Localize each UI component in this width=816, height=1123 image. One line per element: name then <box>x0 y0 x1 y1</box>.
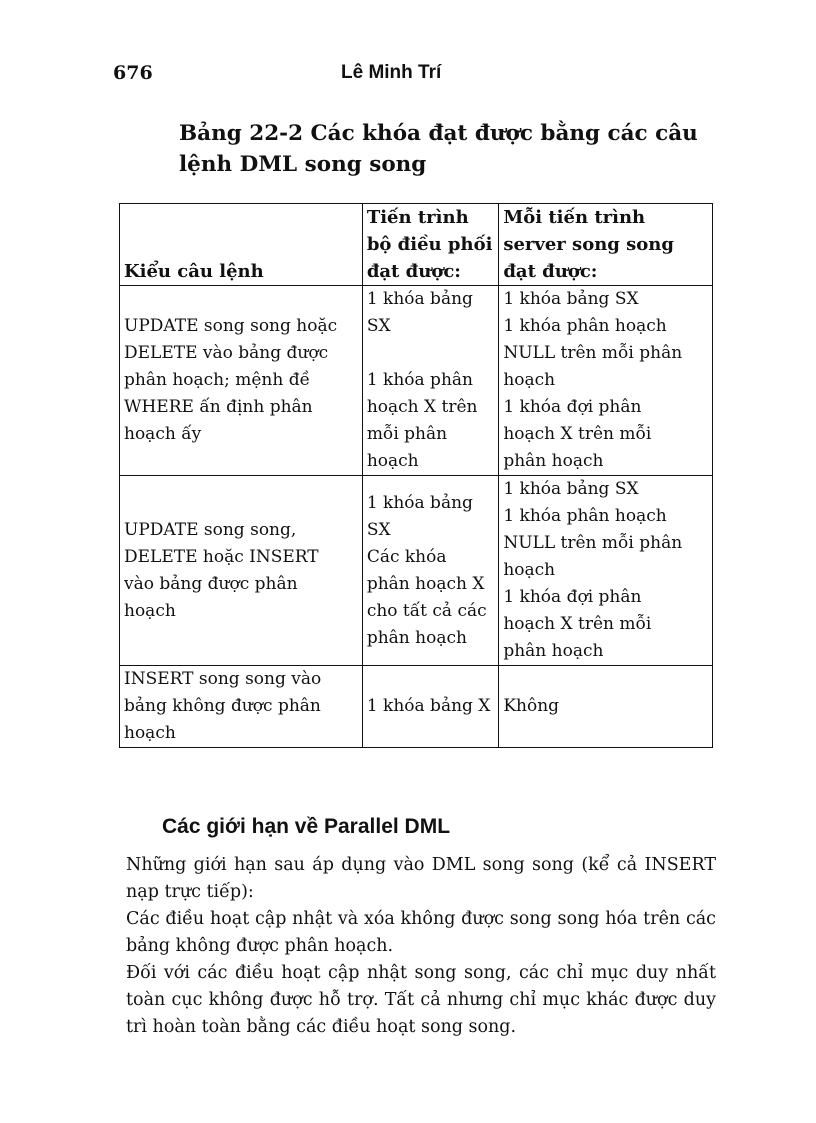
page-number: 676 <box>113 62 153 84</box>
table-row <box>120 476 713 666</box>
cell-line: SX <box>366 519 391 540</box>
cell-parallel-server <box>499 286 713 476</box>
cell-line: INSERT song song vào <box>124 669 322 689</box>
cell-line: hoạch X trên <box>366 397 478 417</box>
table-header-row <box>120 204 713 286</box>
cell-parallel-server <box>499 666 713 748</box>
cell-line: phân hoạch <box>366 627 467 648</box>
table-row <box>120 666 713 748</box>
caption-line: Bảng 22-2 Các khóa đạt được bằng các câu <box>179 121 698 146</box>
cell-line: 1 khóa đợi phân <box>503 397 642 417</box>
header-text: server song song <box>503 234 674 255</box>
header-text: đạt được: <box>503 261 598 282</box>
cell-line: WHERE ấn định phân <box>124 397 313 417</box>
cell-parallel-server <box>499 476 713 666</box>
paragraph: Những giới hạn sau áp dụng vào DML song song (kể cả INSERT nạp trực tiếp): <box>126 855 716 902</box>
cell-line: Các khóa <box>366 546 447 567</box>
cell-line: Không <box>503 696 560 716</box>
cell-line: phân hoạch X <box>366 573 485 594</box>
cell-line: NULL trên mỗi phân <box>503 343 683 363</box>
cell-coordinator <box>362 476 499 666</box>
header-cell-coordinator <box>362 204 499 286</box>
cell-line: 1 khóa bảng SX <box>503 289 639 309</box>
caption-line: lệnh DML song song <box>179 152 427 177</box>
cell-line: hoạch X trên mỗi <box>503 614 652 634</box>
cell-line: 1 khóa bảng SX <box>503 479 639 499</box>
header-text: đạt được: <box>366 261 461 282</box>
cell-line: hoạch <box>366 451 419 471</box>
cell-line: 1 khóa đợi phân <box>503 587 642 607</box>
cell-line: cho tất cả các <box>366 600 487 621</box>
cell-line: 1 khóa phân <box>366 370 473 390</box>
body-text <box>126 852 716 1041</box>
cell-line: 1 khóa bảng <box>366 289 473 309</box>
header-cell-parallel-server <box>499 204 713 286</box>
cell-line: phân hoạch <box>503 641 604 661</box>
section-heading: Các giới hạn về Parallel DML <box>162 815 451 838</box>
header-text: bộ điều phối <box>366 234 493 255</box>
header-text: Kiểu câu lệnh <box>124 261 264 282</box>
cell-line: hoạch X trên mỗi <box>503 424 652 444</box>
cell-line: UPDATE song song, <box>124 519 297 540</box>
cell-statement-type <box>120 666 363 748</box>
cell-line: hoạch <box>124 600 176 621</box>
cell-line: SX <box>366 316 391 336</box>
cell-coordinator <box>362 666 499 748</box>
header-cell-statement-type <box>120 204 363 286</box>
cell-line: DELETE vào bảng được <box>124 343 329 363</box>
cell-statement-type <box>120 476 363 666</box>
cell-coordinator <box>362 286 499 476</box>
cell-line: 1 khóa bảng X <box>366 696 491 716</box>
cell-gap <box>367 340 495 367</box>
cell-line: NULL trên mỗi phân <box>503 533 683 553</box>
cell-line: 1 khóa phân hoạch <box>503 316 667 336</box>
cell-line: hoạch <box>503 560 556 580</box>
header-text: Tiến trình <box>366 207 469 228</box>
lock-table <box>119 203 713 748</box>
cell-line: mỗi phân <box>366 424 448 444</box>
cell-line: 1 khóa bảng <box>366 492 473 513</box>
table-caption <box>179 118 719 180</box>
cell-line: hoạch ấy <box>124 424 202 444</box>
cell-line: vào bảng được phân <box>124 573 298 594</box>
running-head-author: Lê Minh Trí <box>341 62 442 83</box>
cell-line: 1 khóa phân hoạch <box>503 506 667 526</box>
paragraph: Đối với các điều hoạt cập nhật song song, các chỉ mục duy nhất toàn cục không được hỗ trợ. Tất cả nhưng chỉ mục khác được duy trì hoàn toàn bằng các điều hoạt song song. <box>126 963 716 1037</box>
cell-line: phân hoạch <box>503 451 604 471</box>
cell-statement-type <box>120 286 363 476</box>
cell-line: hoạch <box>503 370 556 390</box>
table-row <box>120 286 713 476</box>
cell-line: phân hoạch; mệnh đề <box>124 370 311 390</box>
cell-line: hoạch <box>124 723 176 743</box>
cell-line: bảng không được phân <box>124 696 321 716</box>
cell-line: DELETE hoặc INSERT <box>124 546 319 567</box>
cell-line: UPDATE song song hoặc <box>124 316 338 336</box>
paragraph: Các điều hoạt cập nhật và xóa không được song song hóa trên các bảng không được phân hoạch. <box>126 909 716 956</box>
header-text: Mỗi tiến trình <box>503 207 646 228</box>
